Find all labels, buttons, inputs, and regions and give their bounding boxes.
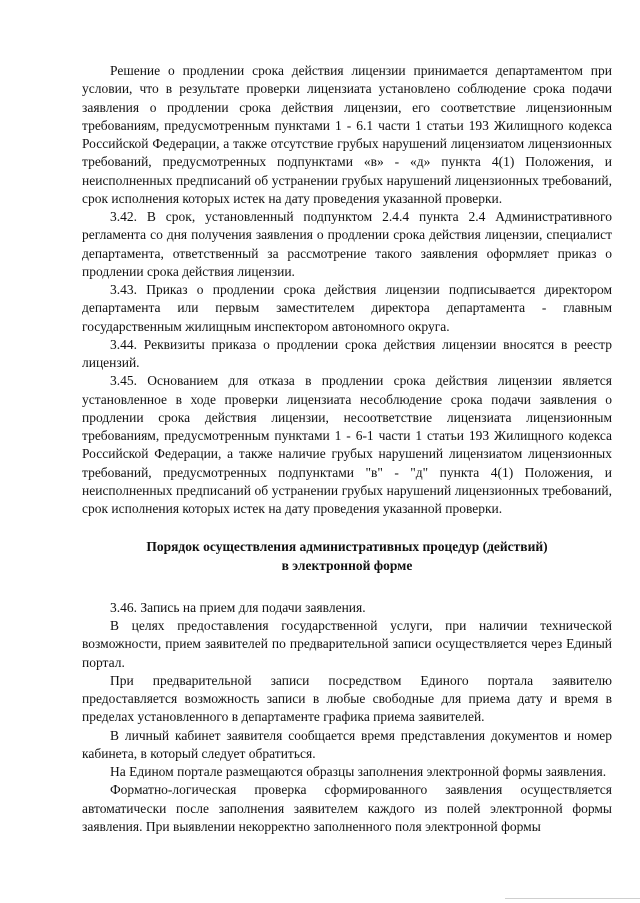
paragraph-3-42: 3.42. В срок, установленный подпунктом 2.4.4 пункта 2.4 Административного регламента со дня получения заявления о продлении срока действия лицензии, специалист департамента, ответственный за рассмотрение такого заявления оформляет приказ о продлении срока действия лицензии. <box>82 209 612 279</box>
paragraph-decision-conditions: Решение о продлении срока действия лицензии принимается департаментом при условии, что в результате проверки лицензиата установлено соблюдение срока подачи заявления о продлении срока действия лицензии, его соответствие лицензионным требованиям, предусмотренным пунктами 1 - 6.1 части 1 статьи 193 Жилищного кодекса Российской Федерации, а также отсутствие грубых нарушений лицензиатом лицензионных требований, предусмотренных подпунктами «в» - «д» пункта 4(1) Положения, и неисполненных предписаний об устранении грубых нарушений лицензионных требований, срок исполнения которых истек на дату проведения указанной проверки. <box>82 63 612 206</box>
section-heading <box>82 538 612 575</box>
paragraph-3-46: 3.46. Запись на прием для подачи заявления. <box>110 599 366 615</box>
paragraph-format-check: Форматно-логическая проверка сформированного заявления осуществляется автоматически после заполнения заявителем каждого из полей электронной формы заявления. При выявлении некорректно заполненного поля электронной формы <box>82 782 612 834</box>
document-page <box>82 62 612 836</box>
paragraph-3-45: 3.45. Основанием для отказа в продлении срока действия лицензии является установленное в ходе проверки лицензиата несоблюдение срока подачи заявления о продлении срока действия лицензии, несоответствие лицензиата лицензионным требованиям, предусмотренным пунктами 1 - 6-1 части 1 статьи 193 Жилищного кодекса Российской Федерации, а также наличие грубых нарушений лицензиатом лицензионных требований, предусмотренных подпунктами "в" - "д" пункта 4(1) Положения, и неисполненных предписаний об устранении грубых нарушений лицензионных требований, срок исполнения которых истек на дату проведения указанной проверки. <box>82 373 612 516</box>
paragraph-3-43: 3.43. Приказ о продлении срока действия лицензии подписывается директором департамента или первым заместителем директора департамента - главным государственным жилищным инспектором автономного округа. <box>82 282 612 334</box>
section-heading-line2: в электронной форме <box>281 557 413 573</box>
paragraph-portal-booking: При предварительной записи посредством Единого портала заявителю предоставляется возможность записи в любые свободные для приема дату и время в пределах установленного в департаменте графика приема заявителей. <box>82 672 612 725</box>
page-edge-divider <box>505 898 640 899</box>
section-heading-line1: Порядок осуществления административных процедур (действий) <box>146 539 548 555</box>
paragraph-preliminary-booking: В целях предоставления государственной услуги, при наличии технической возможности, прием заявителей по предварительной записи осуществляется через Единый портал. <box>82 618 612 670</box>
paragraph-form-samples: На Едином портале размещаются образцы заполнения электронной формы заявления. <box>110 764 607 779</box>
paragraph-personal-account: В личный кабинет заявителя сообщается время представления документов и номер кабинета, в который следует обратиться. <box>82 727 612 761</box>
paragraph-3-44: 3.44. Реквизиты приказа о продлении срока действия лицензии вносятся в реестр лицензий. <box>82 336 612 370</box>
